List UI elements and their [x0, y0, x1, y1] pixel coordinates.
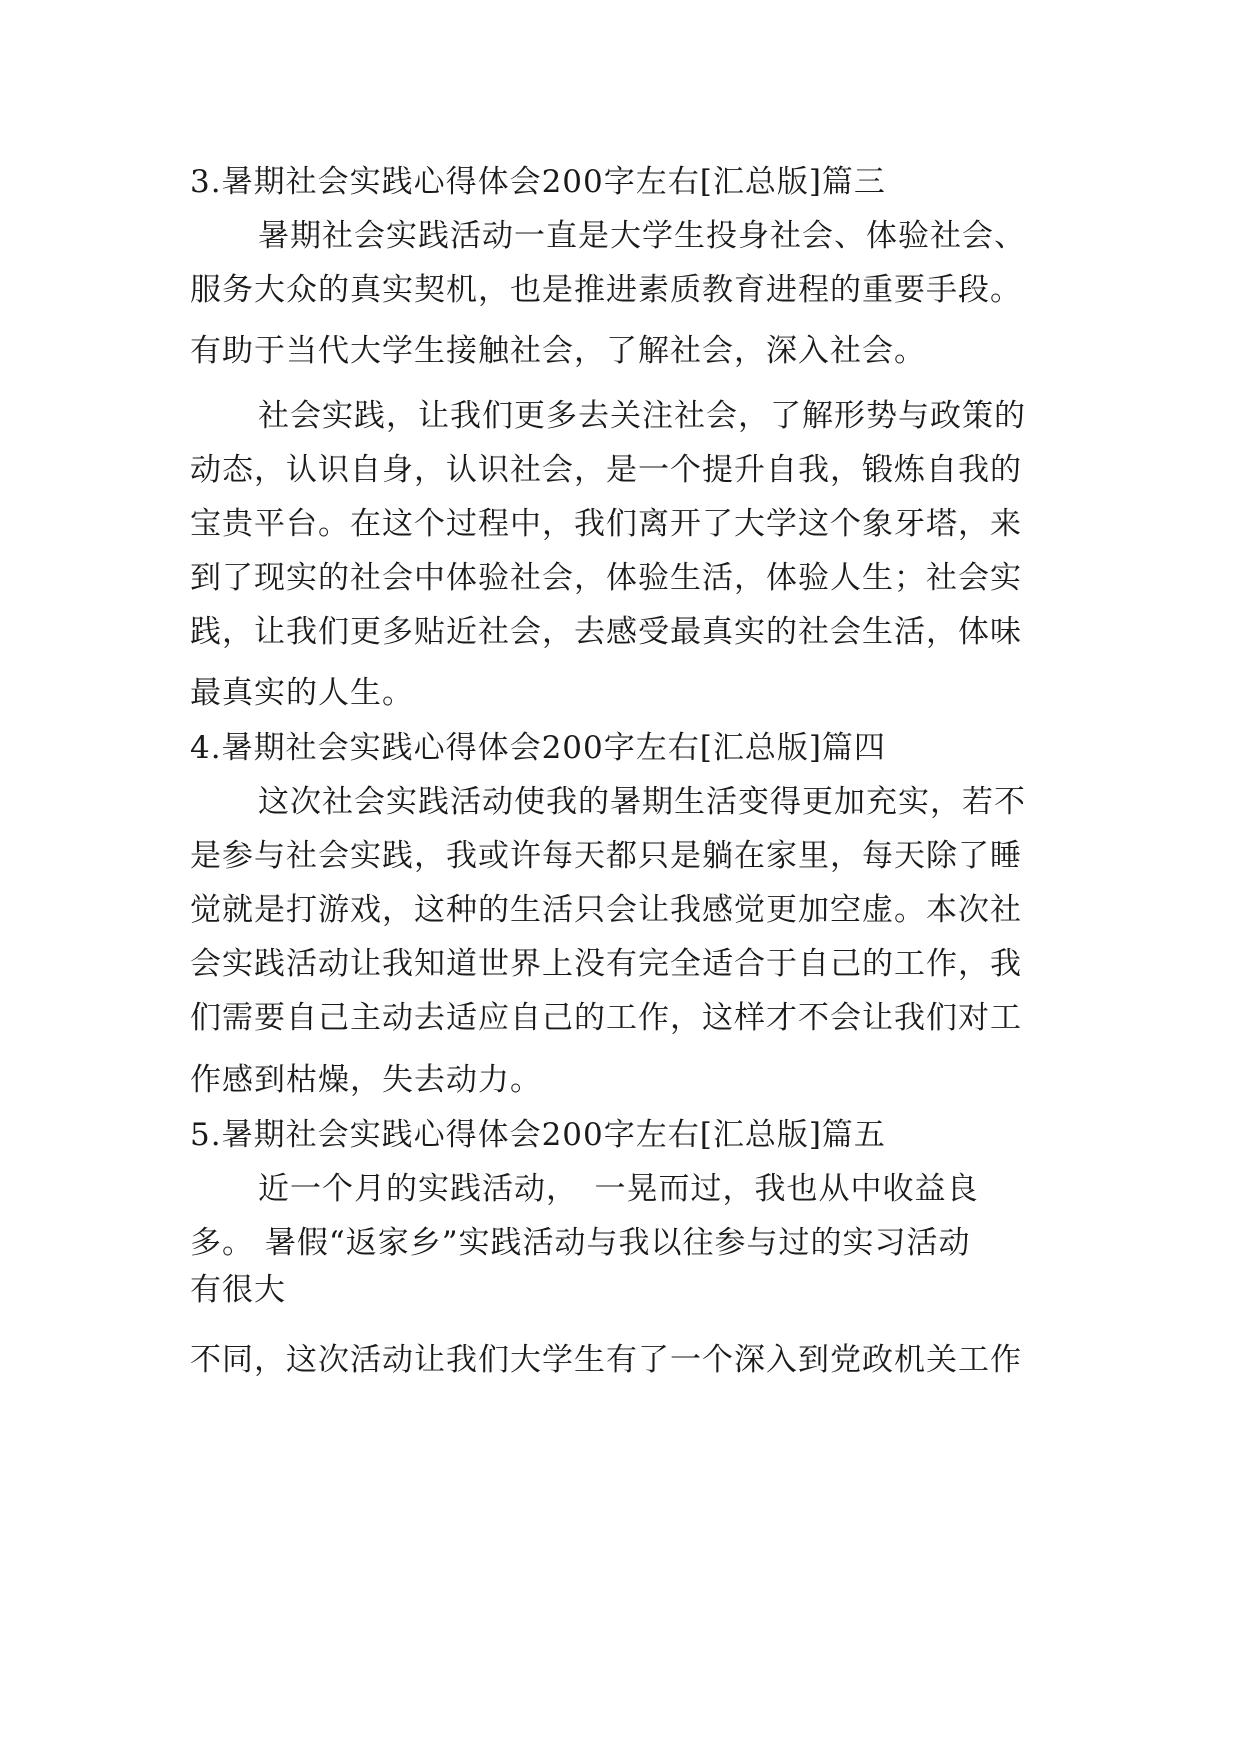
paragraph-line: 作感到枯燥，失去动力。 [190, 1062, 542, 1098]
paragraph-line: 践，让我们更多贴近社会，去感受最真实的社会生活，体味 [190, 614, 1022, 650]
paragraph-line: 会实践活动让我知道世界上没有完全适合于自己的工作，我 [190, 946, 1022, 982]
paragraph-line: 最真实的人生。 [190, 675, 414, 711]
paragraph-line: 近一个月的实践活动， 一晃而过，我也从中收益良 [258, 1171, 979, 1207]
paragraph-line: 多。 暑假“返家乡”实践活动与我以往参与过的实习活动 [190, 1225, 971, 1261]
paragraph-line: 有助于当代大学生接触社会，了解社会，深入社会。 [190, 333, 926, 369]
section-heading: 3.暑期社会实践心得体会200字左右[汇总版]篇三 [190, 164, 886, 200]
section-heading: 5.暑期社会实践心得体会200字左右[汇总版]篇五 [190, 1117, 886, 1153]
paragraph-line: 们需要自己主动去适应自己的工作，这样才不会让我们对工 [190, 1000, 1022, 1036]
paragraph-line: 动态，认识自身，认识社会，是一个提升自我，锻炼自我的 [190, 452, 1022, 488]
section-heading: 4.暑期社会实践心得体会200字左右[汇总版]篇四 [190, 730, 886, 766]
paragraph-line: 不同，这次活动让我们大学生有了一个深入到党政机关工作 [190, 1342, 1022, 1378]
paragraph-line: 服务大众的真实契机，也是推进素质教育进程的重要手段。 [190, 272, 1022, 308]
paragraph-line: 社会实践，让我们更多去关注社会，了解形势与政策的 [258, 398, 1026, 434]
paragraph-line: 宝贵平台。在这个过程中，我们离开了大学这个象牙塔，来 [190, 506, 1022, 542]
paragraph-line: 觉就是打游戏，这种的生活只会让我感觉更加空虚。本次社 [190, 892, 1022, 928]
paragraph-line: 到了现实的社会中体验社会，体验生活，体验人生；社会实 [190, 560, 1022, 596]
paragraph-line: 暑期社会实践活动一直是大学生投身社会、体验社会、 [258, 218, 1026, 254]
paragraph-line: 有很大 [190, 1272, 286, 1308]
paragraph-line: 这次社会实践活动使我的暑期生活变得更加充实，若不 [258, 784, 1026, 820]
paragraph-line: 是参与社会实践，我或许每天都只是躺在家里，每天除了睡 [190, 838, 1022, 874]
